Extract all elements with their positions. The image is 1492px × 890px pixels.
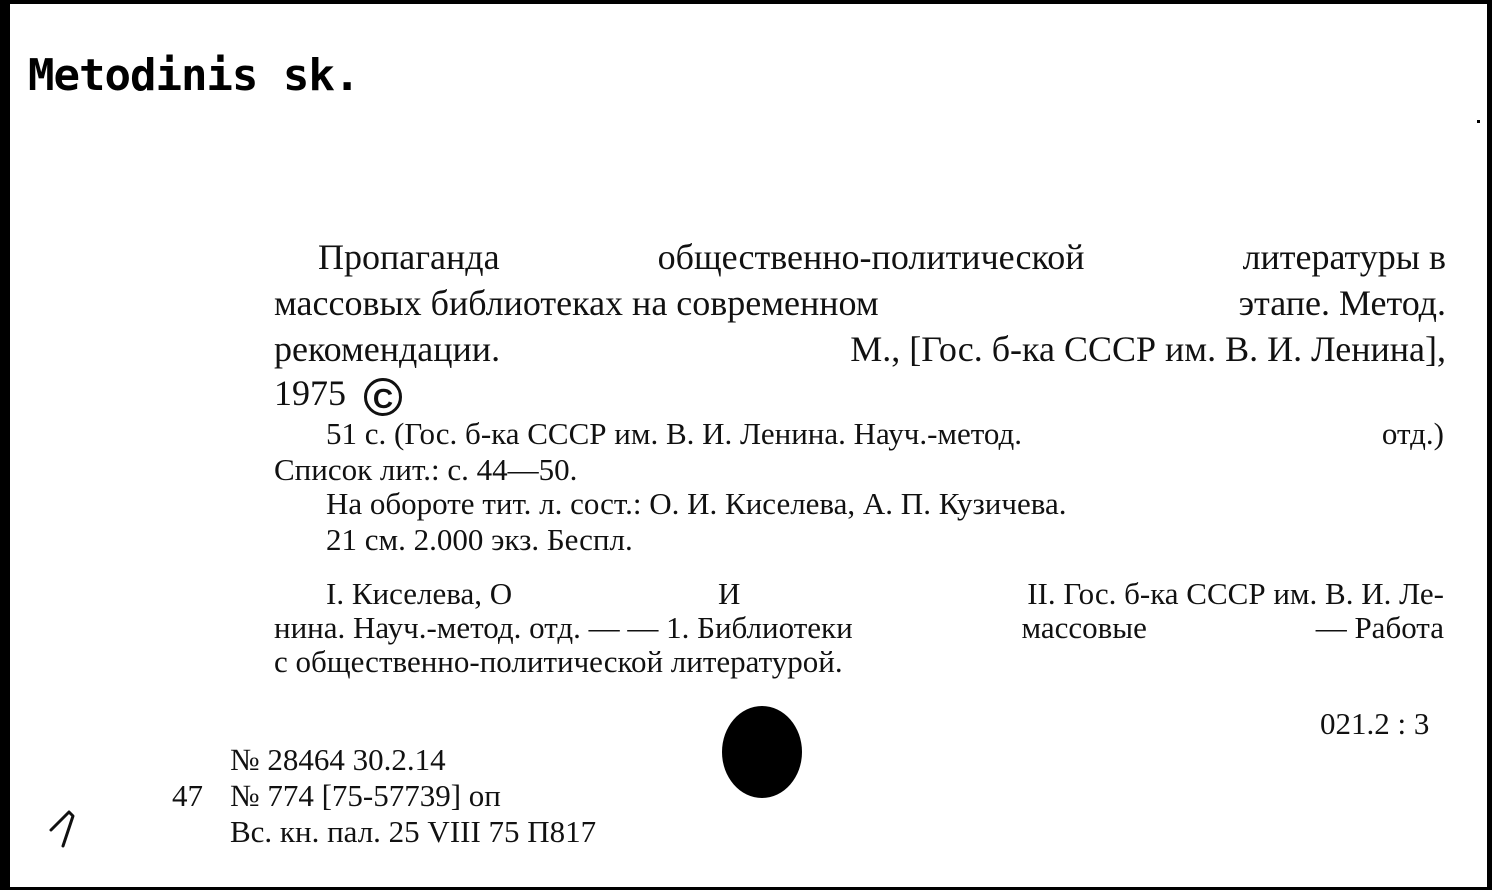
collation-text: 51 с. (Гос. б-ка СССР им. В. И. Ленина. Науч.-метод. xyxy=(326,416,1023,451)
title-line-2-right: этапе. Метод. xyxy=(1238,283,1446,323)
size-copies-note: 21 см. 2.000 экз. Беспл. xyxy=(326,522,633,557)
compilers-note: На обороте тит. л. сост.: О. И. Киселева, А. П. Кузичева. xyxy=(326,486,1067,521)
ink-dot xyxy=(1477,120,1480,123)
handwritten-mark-icon xyxy=(45,806,85,850)
added-entry-3: с общественно-политической литературой. xyxy=(274,644,843,679)
collation-text-end: отд.) xyxy=(1381,416,1444,451)
added-entry-line-2 xyxy=(274,610,1444,646)
bibliography-note: Список лит.: с. 44—50. xyxy=(274,452,578,487)
title-line-3-right: М., [Гос. б-ка СССР им. В. И. Ленина], xyxy=(850,329,1446,369)
printing-info: Вс. кн. пал. 25 VIII 75 П817 xyxy=(230,814,597,849)
publication-year: 1975 xyxy=(274,373,346,413)
order-number: № 774 [75-57739] оп xyxy=(230,778,501,813)
added-entry-2-right: — Работа xyxy=(1315,610,1444,645)
added-entry-1a: I. Киселева, О xyxy=(326,576,513,611)
title-line-3-left: рекомендации. xyxy=(274,329,501,369)
title-word-left: Пропаганда xyxy=(318,237,500,277)
title-line-3 xyxy=(274,328,1446,370)
order-prefix: 47 xyxy=(172,778,203,813)
added-entry-2-mid: массовые xyxy=(1021,610,1147,645)
added-entry-1c: II. Гос. б-ка СССР им. В. И. Ле- xyxy=(1027,576,1444,611)
added-entry-2-left: нина. Науч.-метод. отд. — — 1. Библиотеки xyxy=(274,610,853,645)
title-line-2 xyxy=(274,282,1446,324)
copyright-icon: C xyxy=(364,378,402,416)
record-number: № 28464 30.2.14 xyxy=(230,742,446,777)
title-word-middle: общественно-политической xyxy=(657,237,1085,277)
title-line-1 xyxy=(318,236,1446,278)
collation-line xyxy=(326,416,1444,452)
title-line-2-left: массовых библиотеках на современном xyxy=(274,283,879,323)
publication-year-line xyxy=(274,372,402,416)
title-word-right: литературы в xyxy=(1242,237,1446,277)
added-entry-1b: И xyxy=(718,576,741,611)
punch-hole xyxy=(722,706,802,798)
classification-number: 021.2 : 3 xyxy=(1320,706,1430,741)
library-stamp: Metodinis sk. xyxy=(28,50,360,101)
